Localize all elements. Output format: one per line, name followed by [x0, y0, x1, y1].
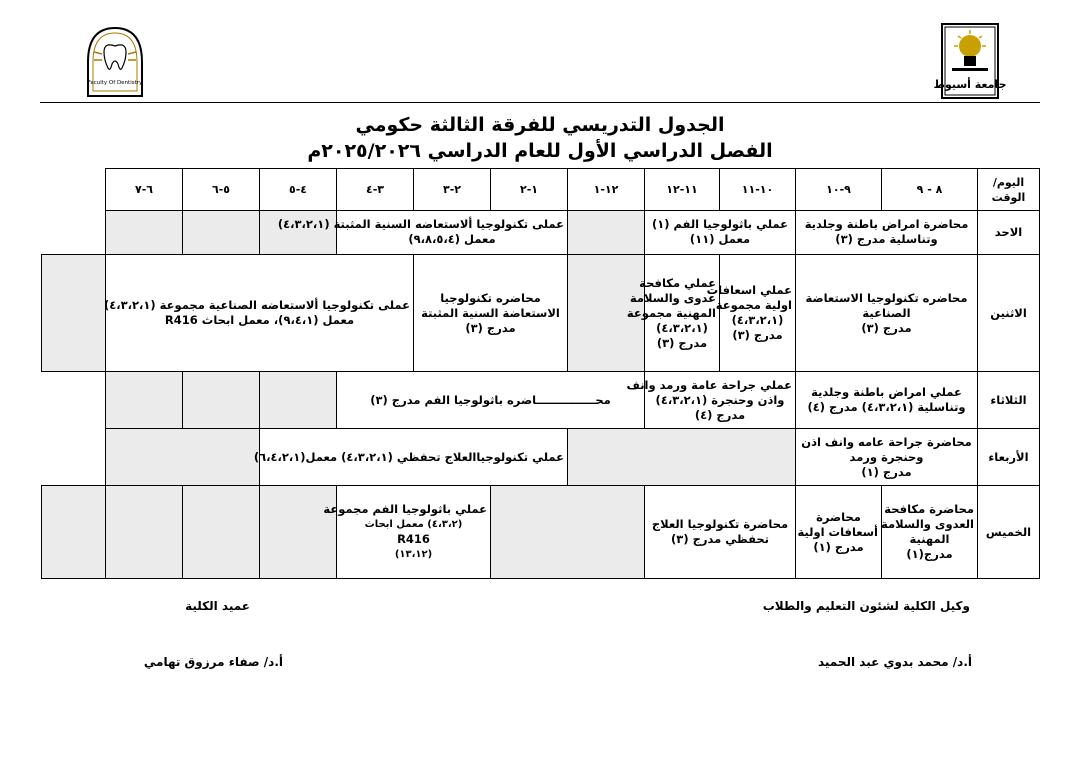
class-cell: [645, 211, 796, 254]
class-text: مدرج (١): [813, 539, 864, 554]
class-text: محاضرة: [816, 509, 861, 524]
class-text: محاضره تكنولوجيا: [440, 290, 541, 305]
class-text: واذن وحنجرة (٤،٣،٢،١): [655, 392, 785, 407]
class-text: مدرج (١): [861, 464, 912, 479]
header-divider: [40, 102, 1040, 103]
class-cell: [645, 486, 796, 579]
empty-cell: [183, 372, 260, 428]
class-text: عملي باثولوجيا الفم مجموعة: [323, 502, 487, 517]
class-text: وتناسلية مدرج (٣): [835, 232, 938, 247]
class-text: وتناسلية (٤،٣،٢،١) مدرج (٤): [807, 400, 966, 415]
class-text: (٤،٣،٢) معمل ابحاث: [364, 519, 463, 531]
slot-header: ٢-٣: [414, 169, 491, 211]
class-text: تحفظي مدرج (٣): [671, 532, 769, 547]
class-text: (٤،٣،٢،١): [731, 313, 784, 328]
dean-name: أ.د/ صفاء مرزوق تهامي: [143, 655, 283, 669]
class-text: معمل (٩،٤،١)، معمل ابحاث R416: [164, 313, 355, 328]
empty-cell: [568, 211, 645, 254]
assiut-university-logo: [933, 22, 1007, 100]
class-text: محاضرة امراض باطنة وجلدية: [804, 217, 969, 232]
class-text: عملي امراض باطنة وجلدية: [811, 385, 962, 400]
class-text: محاضرة جراحة عامه وانف اذن: [801, 434, 972, 449]
class-text: اولية مجموعة: [715, 298, 792, 313]
slot-header: ٨ - ٩: [882, 169, 978, 211]
class-text: معمل (١١): [689, 232, 751, 247]
corner-time-label: الوقت: [991, 190, 1026, 204]
class-text: أسعافات اولية: [797, 524, 878, 539]
vice-dean-name: أ.د/ محمد بدوي عبد الحميد: [817, 655, 972, 669]
header-row: [42, 169, 1040, 211]
class-text: المهنية مجموعة: [626, 305, 716, 320]
class-cell: [796, 372, 978, 428]
class-cell: [323, 486, 491, 579]
class-cell: [796, 428, 978, 485]
slot-header: ٤-٥: [260, 169, 337, 211]
class-text: R416: [397, 532, 430, 547]
empty-cell: [42, 254, 106, 372]
empty-cell: [183, 211, 260, 254]
corner-cell: [978, 169, 1040, 211]
dean-title: عميد الكلية: [185, 599, 250, 613]
class-cell: [706, 254, 796, 372]
class-cell: [337, 372, 645, 428]
class-text: مدرج (٣): [861, 320, 912, 335]
day-cell: الاحد: [978, 211, 1040, 254]
right-logo-text: جامعة أسيوط: [933, 78, 1007, 91]
vice-dean-title: وكيل الكلية لشئون التعليم والطلاب: [762, 599, 970, 613]
class-text: عملي تكنولوجياالعلاج تحفظي (٤،٣،٢،١) معمل(٦،٤،٢،١): [253, 449, 564, 464]
class-text: معمل (٩،٨،٥،٤): [408, 232, 496, 247]
class-cell: [796, 254, 978, 372]
class-text: عملي جراحة عامة ورمد وانف: [626, 377, 792, 392]
class-text: الصناعية: [862, 305, 911, 320]
empty-cell: [106, 211, 183, 254]
class-text: مدرج(١): [906, 547, 953, 562]
empty-cell: [260, 486, 337, 579]
class-cell: [626, 254, 720, 372]
corner-day-label: اليوم/: [992, 175, 1025, 189]
empty-cell: [260, 372, 337, 428]
day-cell: الاثنين: [978, 254, 1040, 372]
empty-cell: [42, 486, 106, 579]
class-text: المهنية: [909, 532, 950, 547]
class-text: عملي اسعافات: [706, 283, 792, 298]
slot-header: ٣-٤: [337, 169, 414, 211]
class-text: (١٣،١٢): [394, 549, 433, 561]
sunday-row: [42, 211, 1040, 254]
tuesday-row: [42, 372, 1040, 428]
slot-header: ١-٢: [491, 169, 568, 211]
empty-cell: [106, 486, 183, 579]
left-logo-text: Faculty Of Dentistry: [87, 80, 143, 86]
day-cell: الأربعاء: [978, 428, 1040, 485]
empty-cell: [106, 428, 260, 485]
class-cell: [796, 211, 978, 254]
semester-subtitle: الفصل الدراسي الأول للعام الدراسي ٢٠٢٥/٢٠٢٦م: [307, 140, 773, 162]
class-cell: [277, 211, 568, 254]
faculty-of-dentistry-logo: [82, 22, 148, 100]
schedule-title: الجدول التدريسي للفرقة الثالثة حكومي: [355, 114, 725, 136]
monday-row: [42, 254, 1040, 372]
class-text: محاضره تكنولوجيا الاستعاضة: [805, 290, 968, 305]
slot-header: ٩-١٠: [796, 169, 882, 211]
class-text: العدوى والسلامة: [880, 517, 974, 532]
class-text: مدرج (٣): [732, 328, 783, 343]
empty-cell: [106, 372, 183, 428]
class-cell: [103, 254, 414, 372]
slot-header: ١٢-١: [568, 169, 645, 211]
class-text: محاضرة مكافحة: [884, 502, 974, 517]
class-text: مدرج (٣): [465, 320, 516, 335]
slot-header: ١١-١٢: [645, 169, 720, 211]
class-text: محـــــــــــــــاضره باثولوجيا الفم مدرج (٣): [370, 392, 611, 407]
day-cell: الثلاثاء: [978, 372, 1040, 428]
class-cell: [626, 372, 796, 428]
class-cell: [253, 428, 568, 485]
day-cell: الخميس: [978, 486, 1040, 579]
class-text: (٤،٣،٢،١): [656, 320, 708, 335]
class-text: عدوى والسلامة: [629, 290, 716, 305]
class-text: عملي باثولوجيا الفم (١): [651, 217, 788, 232]
empty-cell: [183, 486, 260, 579]
empty-cell: [568, 428, 796, 485]
class-text: محاضرة تكنولوجيا العلاج: [651, 517, 789, 532]
wednesday-row: [42, 428, 1040, 485]
class-text: الاستعاضة السنية المثبتة: [421, 305, 560, 320]
empty-cell: [491, 486, 645, 579]
class-text: مدرج (٣): [656, 335, 708, 350]
schedule-table: [41, 168, 1040, 579]
class-cell: [882, 486, 978, 579]
slot-header: ٦-٧: [106, 169, 183, 211]
slot-header: ٥-٦: [183, 169, 260, 211]
class-text: عملى تكنولوجيا ألاستعاضه السنية المثبتة (٤،٣،٢،١): [277, 217, 564, 232]
class-text: وحنجرة ورمد: [849, 449, 924, 464]
thursday-row: [42, 486, 1040, 579]
class-cell: [414, 254, 568, 372]
class-text: مدرج (٤): [694, 407, 746, 422]
class-text: عملي مكافحة: [639, 275, 716, 290]
slot-header: ١٠-١١: [720, 169, 796, 211]
class-text: عملى تكنولوجيا ألاستعاضه الصناعية مجموعة (٤،٣،٢،١): [103, 298, 410, 313]
class-cell: [796, 486, 882, 579]
